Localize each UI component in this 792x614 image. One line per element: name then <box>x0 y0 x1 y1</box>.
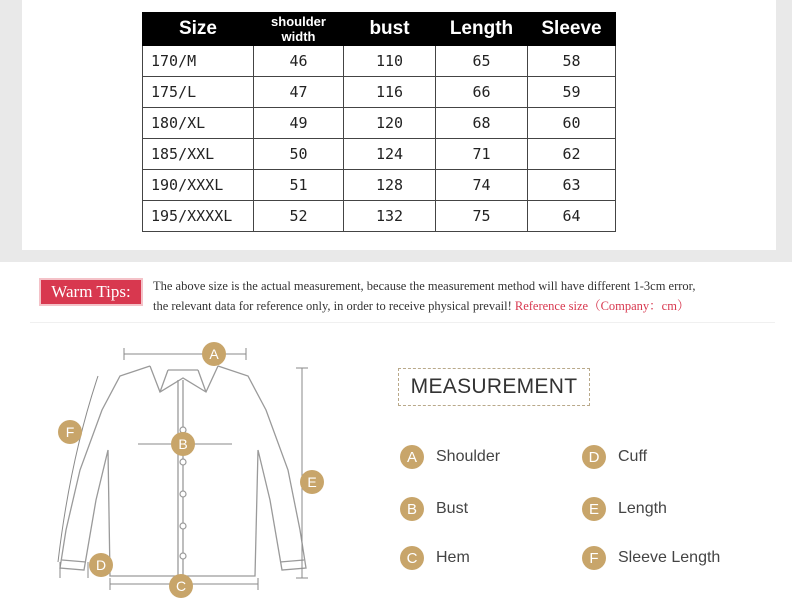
marker-d-label: D <box>95 557 107 573</box>
marker-d <box>89 553 113 577</box>
legend-label-sleeve-length: Sleeve Length <box>618 549 721 566</box>
shoulder-guide <box>124 348 246 360</box>
legend-item-shoulder <box>400 444 500 470</box>
legend-item-cuff <box>582 444 647 470</box>
legend-marker-c: C <box>400 546 424 570</box>
legend-item-sleeve-length <box>582 545 720 571</box>
legend-marker-d: D <box>582 445 606 469</box>
table-cell: 46 <box>254 46 344 77</box>
table-cell: 185/XXL <box>143 139 254 170</box>
table-cell: 116 <box>344 77 436 108</box>
table-cell: 124 <box>344 139 436 170</box>
marker-e-label: E <box>307 474 317 490</box>
shirt-measurement-diagram <box>0 330 380 614</box>
legend-label-cuff: Cuff <box>618 448 648 465</box>
size-chart-band <box>0 0 792 262</box>
shirt-placket <box>178 380 183 576</box>
tips-line-1: The above size is the actual measurement, because the measurement method will have different 1-3cm error, <box>153 279 696 293</box>
table-cell: 49 <box>254 108 344 139</box>
header-size: Size <box>143 13 254 46</box>
legend-marker-b: B <box>400 497 424 521</box>
table-cell: 74 <box>436 170 528 201</box>
table-cell: 60 <box>528 108 616 139</box>
shirt-collar <box>150 366 218 392</box>
table-cell: 195/XXXXL <box>143 201 254 232</box>
table-cell: 63 <box>528 170 616 201</box>
tips-line-2 <box>153 296 773 316</box>
table-cell: 75 <box>436 201 528 232</box>
tips-line-2-text: the relevant data for reference only, in order to receive physical prevail! <box>153 299 512 313</box>
table-cell: 51 <box>254 170 344 201</box>
table-cell: 128 <box>344 170 436 201</box>
legend-label-shoulder: Shoulder <box>436 448 501 465</box>
table-cell: 120 <box>344 108 436 139</box>
marker-c-label: C <box>175 578 187 594</box>
section-divider <box>30 322 775 323</box>
marker-a <box>202 342 226 366</box>
size-table <box>142 12 616 232</box>
legend-marker-e: E <box>582 497 606 521</box>
table-cell: 71 <box>436 139 528 170</box>
table-row <box>143 77 616 108</box>
table-row <box>143 46 616 77</box>
shirt-button <box>180 553 186 559</box>
table-cell: 58 <box>528 46 616 77</box>
legend-item-hem <box>400 545 470 571</box>
marker-f <box>58 420 82 444</box>
table-cell: 66 <box>436 77 528 108</box>
header-shoulder-width: shoulder width <box>254 13 344 46</box>
marker-b <box>171 432 195 456</box>
legend-label-bust: Bust <box>436 500 469 517</box>
shirt-button <box>180 459 186 465</box>
table-cell: 68 <box>436 108 528 139</box>
table-cell: 59 <box>528 77 616 108</box>
diagram-markers <box>58 342 324 598</box>
marker-e <box>300 470 324 494</box>
legend-item-bust <box>400 496 468 522</box>
marker-a-label: A <box>209 346 219 362</box>
table-cell: 132 <box>344 201 436 232</box>
reference-size-note: Reference size（Company：cm） <box>514 299 690 313</box>
sleeve-guide <box>58 376 98 562</box>
table-row <box>143 108 616 139</box>
table-cell: 65 <box>436 46 528 77</box>
size-table-header-row <box>143 13 616 46</box>
header-length: Length <box>436 13 528 46</box>
header-sleeve: Sleeve <box>528 13 616 46</box>
warm-tips-badge: Warm Tips: <box>39 278 143 306</box>
header-bust: bust <box>344 13 436 46</box>
table-row <box>143 170 616 201</box>
marker-c <box>169 574 193 598</box>
table-cell: 170/M <box>143 46 254 77</box>
table-cell: 50 <box>254 139 344 170</box>
table-cell: 52 <box>254 201 344 232</box>
legend-marker-f: F <box>582 546 606 570</box>
measurement-title: MEASUREMENT <box>398 368 590 406</box>
table-cell: 64 <box>528 201 616 232</box>
table-cell: 62 <box>528 139 616 170</box>
legend-item-length <box>582 496 667 522</box>
marker-f-label: F <box>65 424 75 440</box>
shirt-button <box>180 491 186 497</box>
table-cell: 180/XL <box>143 108 254 139</box>
table-cell: 47 <box>254 77 344 108</box>
table-row <box>143 139 616 170</box>
table-cell: 110 <box>344 46 436 77</box>
shirt-button <box>180 523 186 529</box>
marker-b-label: B <box>178 436 188 452</box>
table-cell: 190/XXXL <box>143 170 254 201</box>
table-cell: 175/L <box>143 77 254 108</box>
legend-label-hem: Hem <box>436 549 470 566</box>
legend-label-length: Length <box>618 500 667 517</box>
warm-tips-text <box>153 276 773 316</box>
legend-marker-a: A <box>400 445 424 469</box>
table-row <box>143 201 616 232</box>
